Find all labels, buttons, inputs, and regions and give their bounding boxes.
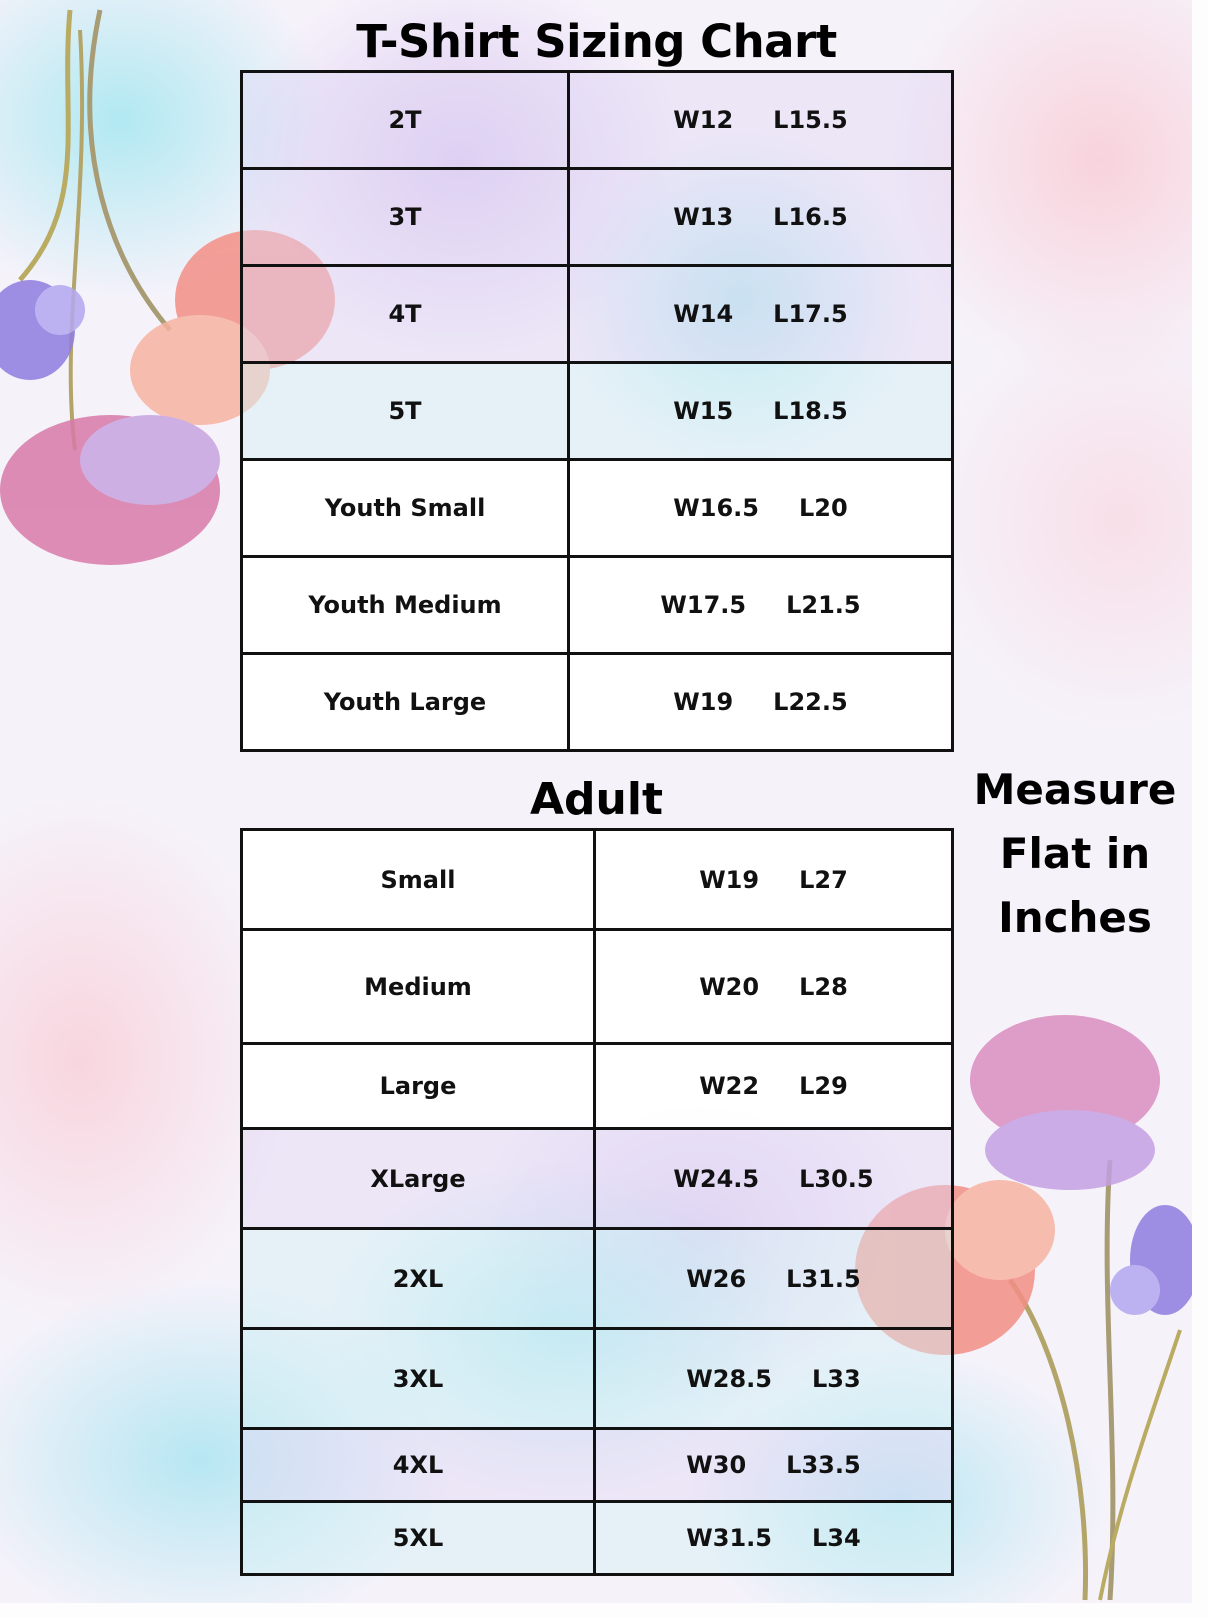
width-value: W31.5 (686, 1524, 772, 1552)
width-value: W13 (673, 203, 734, 231)
width-value: W19 (673, 688, 734, 716)
size-label: 3T (242, 169, 569, 266)
length-value: L30.5 (799, 1164, 874, 1193)
width-value: W12 (673, 106, 734, 134)
length-value: L15.5 (773, 106, 848, 134)
size-label: 2XL (242, 1229, 595, 1329)
youth-size-table (240, 70, 954, 752)
table-row (242, 266, 953, 363)
table-row (242, 1129, 953, 1229)
table-row (242, 1502, 953, 1575)
measurement-cell (595, 1502, 953, 1575)
size-label: 4XL (242, 1429, 595, 1502)
table-row (242, 460, 953, 557)
length-value: L21.5 (786, 591, 861, 619)
measurement-cell (595, 1429, 953, 1502)
width-value: W19 (699, 865, 760, 894)
table-row (242, 557, 953, 654)
length-value: L18.5 (773, 397, 848, 425)
size-label: 2T (242, 72, 569, 169)
measurement-cell (595, 1329, 953, 1429)
measurement-cell (569, 169, 953, 266)
measurement-cell (595, 1129, 953, 1229)
size-label: Medium (242, 930, 595, 1044)
size-label: Youth Large (242, 654, 569, 751)
measure-note (962, 758, 1188, 950)
size-label: Large (242, 1044, 595, 1129)
width-value: W17.5 (660, 591, 747, 619)
width-value: W28.5 (686, 1364, 772, 1393)
measurement-cell (569, 363, 953, 460)
width-value: W14 (673, 300, 734, 328)
adult-heading: Adult (530, 774, 663, 825)
size-label: Small (242, 830, 595, 930)
size-label: 5XL (242, 1502, 595, 1575)
table-row (242, 930, 953, 1044)
page-title: T-Shirt Sizing Chart (356, 15, 837, 68)
table-row (242, 72, 953, 169)
size-label: 4T (242, 266, 569, 363)
size-label: Youth Medium (242, 557, 569, 654)
note-line: Inches (998, 893, 1152, 942)
table-row (242, 1329, 953, 1429)
size-label: XLarge (242, 1129, 595, 1229)
measurement-cell (569, 557, 953, 654)
length-value: L31.5 (786, 1264, 861, 1293)
measurement-cell (569, 460, 953, 557)
length-value: L27 (799, 865, 848, 894)
size-label: 5T (242, 363, 569, 460)
size-label: Youth Small (242, 460, 569, 557)
length-value: L29 (799, 1072, 848, 1100)
width-value: W15 (673, 397, 734, 425)
measurement-cell (569, 654, 953, 751)
length-value: L33 (811, 1364, 861, 1393)
measurement-cell (595, 1229, 953, 1329)
table-row (242, 1429, 953, 1502)
measurement-cell (569, 266, 953, 363)
measurement-cell (569, 72, 953, 169)
length-value: L33.5 (786, 1451, 861, 1479)
width-value: W24.5 (673, 1164, 760, 1193)
measurement-cell (595, 1044, 953, 1129)
size-label: 3XL (242, 1329, 595, 1429)
table-row (242, 363, 953, 460)
width-value: W30 (686, 1451, 747, 1479)
width-value: W26 (686, 1264, 747, 1293)
table-row (242, 830, 953, 930)
adult-size-table (240, 828, 954, 1576)
length-value: L34 (811, 1524, 861, 1552)
measurement-cell (595, 830, 953, 930)
table-row (242, 1044, 953, 1129)
length-value: L17.5 (773, 300, 848, 328)
length-value: L22.5 (773, 688, 848, 716)
table-row (242, 654, 953, 751)
note-line: Measure (973, 765, 1177, 814)
length-value: L16.5 (773, 203, 848, 231)
length-value: L20 (798, 494, 848, 522)
table-row (242, 1229, 953, 1329)
note-line: Flat in (999, 829, 1151, 878)
width-value: W22 (699, 1072, 760, 1100)
measurement-cell (595, 930, 953, 1044)
table-row (242, 169, 953, 266)
width-value: W16.5 (673, 494, 759, 522)
length-value: L28 (799, 972, 848, 1001)
width-value: W20 (699, 972, 760, 1001)
